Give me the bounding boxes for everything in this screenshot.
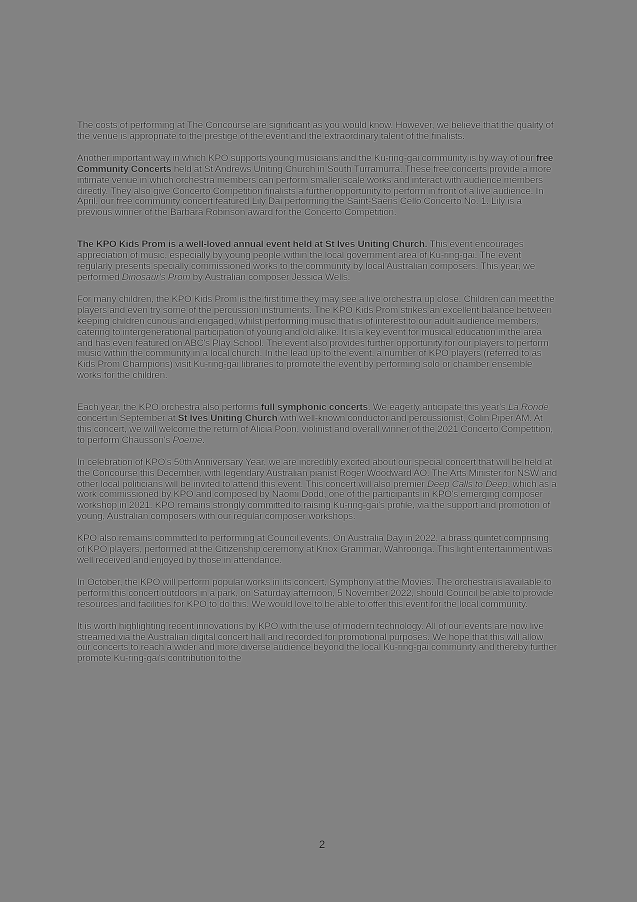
text-run: by Australian composer Jessica Wells. [190, 271, 351, 283]
text-run: Another important way in which KPO supports young musicians and the Ku-ring-gai community is by way of our [77, 152, 537, 164]
paragraph-council-events: KPO also remains committed to performing at Council events. On Australia Day in 2022, a brass quintet comprising of KPO players, performed at the Citizenship ceremony at Knox Grammar, Wahroonga. This light entertainment was well received and enjoyed by those in attendance. [77, 533, 553, 566]
italic-title: La Ronde [508, 402, 549, 414]
paragraph-kids-prom [77, 240, 557, 284]
paragraph-community-concerts [77, 154, 557, 219]
page-number: 2 [319, 839, 326, 851]
bold-text: St Ives Uniting Church [177, 413, 278, 425]
bold-text: full symphonic concerts [260, 402, 368, 414]
bold-text: free Community Concerts [77, 152, 554, 175]
paragraph-kids-prom-details: For many children, the KPO Kids Prom is the first time they may see a live orchestra up close. Children can meet the players and even try some of the percussion instruments. The KPO Kids Prom strikes an excellent balance between keeping children curious and engaged, whilst performing music that is of interest to our adult audience members, catering to intergenerational participation of young and old alike. It is a key event for musical education in the area and has even featured on ABC's Play School. The event also provides further opportunity for our players to perform music within the community in a local church. In the lead up to the event, a number of KPO players (referred to as Kids Prom Champions) visit Ku-ring-gai libraries to promote the event by performing solo or chamber ensemble works for the children. [77, 293, 555, 382]
italic-title: Dinosaur's Prom [121, 271, 191, 283]
italic-title: Poème [172, 434, 203, 446]
text-run: . We eagerly anticipate this year's [367, 402, 509, 414]
text-run: This event encourages appreciation of music, especially by young people within the local government area of Ku-ring-gai. The event regularly presents specially commissioned works to the community by local Australian composers. This year, we performed [77, 239, 536, 283]
bold-text: The KPO Kids Prom is a well-loved annual event held at St Ives Uniting Church. [77, 239, 428, 251]
paragraph-symphonic-concerts [77, 403, 557, 447]
text-run: , which as a work commissioned by KPO and composed by Naomi Dodd, one of the participants in KPO's emerging composer workshop in 2021. KPO remains strongly committed to raising Ku-ring-gai's profile, via the support and promotion of young, Australian composers with our regular composer workshops. [77, 478, 557, 523]
text-run: In celebration of KPO's 50th Anniversary Year, we are incredibly excited about our special concert that will be held at the Concourse this December, with legendary Australian pianist Roger Woodward AO. The Arts Minister for NSW and other local politicians will be invited to attend this event. This concert will also premier [77, 456, 557, 490]
paragraph-venue-costs: The costs of performing at The Concourse are significant as you would know. However, we believe that the quality of the venue is appropriate to the prestige of the event and the extraordinary talent of the finalists. [77, 120, 554, 142]
text-run: . [202, 434, 205, 446]
text-run: held at St Andrews Uniting Church in South Turramurra. These free concerts provide a more intimate venue in which orchestra members can perform smaller scale works and interact with audience members directly. They also give Concerto Competition finalists a further opportunity to perform in front of a live audience. In April, our free community concert featured Lily Dai performing the Saint-Saëns Cello Concerto No. 1. Lily is a previous winner of the Barbara Robinson award for the Concerto Competition. [77, 163, 552, 219]
text-run: with well-known conductor and percussionist, Colin Piper AM. At this concert, we will welcome the return of Alicia Poon, violinist and overall winner of the 2021 Concerto Competition, to perform Chausson's [77, 413, 553, 446]
italic-title: Deep Calls to Deep [427, 478, 508, 490]
text-run: concert in September at [77, 413, 178, 425]
text-run: Each year, the KPO orchestra also performs [77, 402, 261, 414]
paragraph-technology: It is worth highlighting recent innovations by KPO with the use of modern technology. All of our events are now live streamed via the Australian digital concert hall and recorded for promotional purposes. We hope that this will allow our concerts to reach a wider and more diverse audience beyond the local Ku-ring-gai community and thereby further promote Ku-ring-gai's contribution to the [77, 620, 557, 665]
document-page [77, 121, 557, 665]
paragraph-october-concert: In October, the KPO will perform popular works in its concert, Symphony at the Movies. The orchestra is available to perform this concert outdoors in a park, on Saturday afternoon, 5 November 2022, should Council be able to provide resources and facilities for KPO to do this. We would love to be able to offer this event for the local community. [77, 576, 554, 610]
paragraph-anniversary [77, 458, 557, 523]
